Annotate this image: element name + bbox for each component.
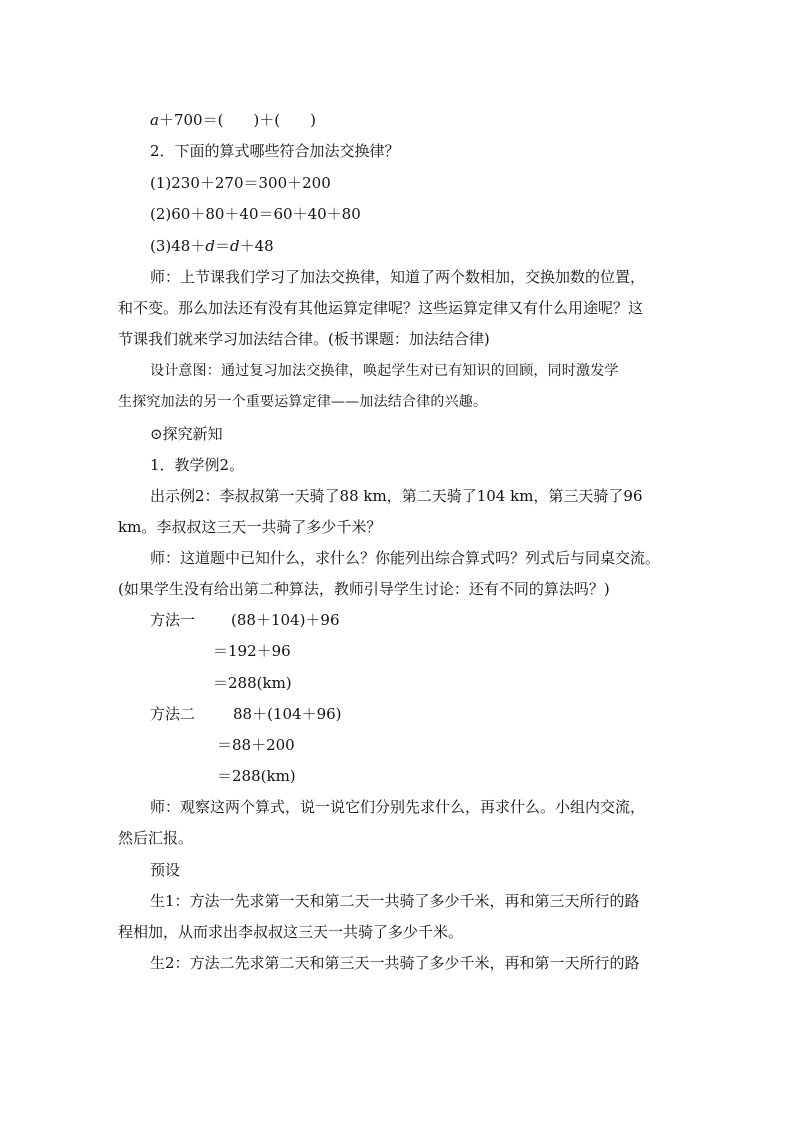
preset-heading: 预设 [150, 861, 181, 879]
equation-2: (2)60＋80＋40＝60＋40＋80 [150, 205, 361, 223]
blank-expression: ＋700＝( )＋( ) [158, 111, 316, 129]
variable-a: a [150, 111, 159, 129]
method-2-label: 方法二 [150, 705, 196, 723]
example-statement-line: km。李叔叔这三天一共骑了多少千米？ [118, 518, 382, 536]
method-2-step: ＝288(km) [217, 767, 296, 785]
student-answer-line: 生2：方法二先求第二天和第三天一共骑了多少千米，再和第一天所行的路 [150, 954, 640, 972]
equation-3-part-b: ＝ [214, 237, 230, 255]
example-statement-line: 出示例2：李叔叔第一天骑了88 km，第二天骑了104 km，第三天骑了96 [150, 487, 643, 505]
equation-3 [150, 237, 274, 255]
equation-3-part-c: ＋48 [239, 237, 274, 255]
variable-d: d [205, 237, 215, 255]
question-2: 2．下面的算式哪些符合加法交换律？ [150, 142, 400, 160]
method-1-expression: (88＋104)＋96 [231, 611, 340, 629]
review-line-0 [150, 111, 316, 129]
student-answer-line: 程相加，从而求出李叔叔这三天一共骑了多少千米。 [118, 923, 464, 941]
design-intent-line: 设计意图：通过复习加法交换律，唤起学生对已有知识的回顾，同时激发学 [150, 363, 619, 379]
intro-paragraph-line: 师：上节课我们学习了加法交换律，知道了两个数相加，交换加数的位置， [150, 268, 646, 286]
student-answer-line: 生1：方法一先求第一天和第二天一共骑了多少千米，再和第三天所行的路 [150, 892, 640, 910]
teacher-question: 师：这道题中已知什么，求什么？你能列出综合算式吗？列式后与同桌交流。 [150, 549, 661, 567]
observe-prompt-line: 师：观察这两个算式，说一说它们分别先求什么，再求什么。小组内交流， [150, 798, 646, 816]
variable-d: d [229, 237, 240, 255]
intro-paragraph-line: 节课我们就来学习加法结合律。(板书课题：加法结合律) [118, 330, 490, 348]
teacher-note: (如果学生没有给出第二种算法，教师引导学生讨论：还有不同的算法吗？) [118, 580, 610, 598]
method-1-step: ＝288(km) [213, 674, 292, 692]
method-2-expression: 88＋(104＋96) [233, 705, 342, 723]
intro-paragraph-line: 和不变。那么加法还有没有其他运算定律呢？这些运算定律又有什么用途呢？这 [118, 299, 644, 317]
observe-prompt-line: 然后汇报。 [118, 829, 194, 847]
equation-3-part-a: (3)48＋ [150, 237, 206, 255]
method-1-label: 方法一 [150, 611, 196, 629]
design-intent-line: 生探究加法的另一个重要运算定律——加法结合律的兴趣。 [118, 394, 488, 410]
method-1-step: ＝192＋96 [213, 642, 291, 660]
example-title: 1．教学例2。 [150, 456, 245, 474]
equation-1: (1)230＋270＝300＋200 [150, 174, 331, 192]
section-heading: ⊙探究新知 [150, 425, 223, 443]
method-2-step: ＝88＋200 [217, 736, 295, 754]
